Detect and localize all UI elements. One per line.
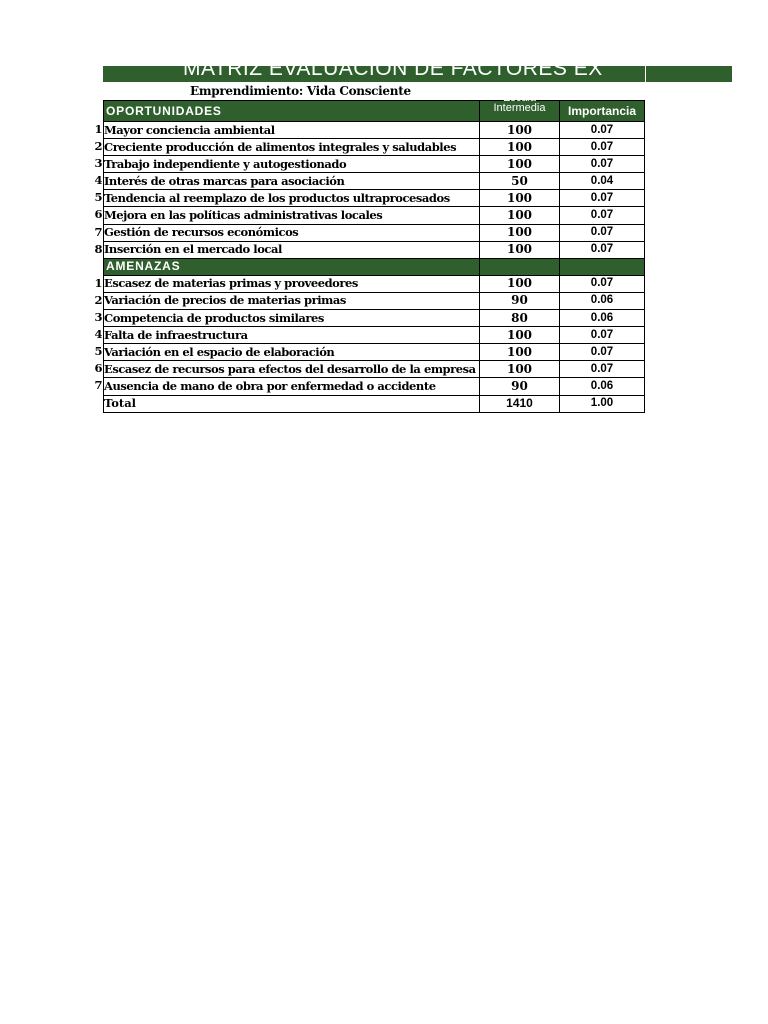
- importancia-value: 0.06: [560, 310, 645, 327]
- importancia-value: 0.07: [560, 139, 645, 156]
- factor-cell: [94, 310, 480, 327]
- factor-cell: [94, 122, 480, 139]
- factor-cell: [94, 344, 480, 361]
- table-row: [104, 327, 645, 344]
- page-subtitle: Emprendimiento: Vida Consciente: [190, 84, 411, 98]
- importancia-value: 0.07: [560, 207, 645, 224]
- table-row: [104, 241, 645, 258]
- factor-text: Mejora en las políticas administrativas locales: [104, 208, 383, 223]
- escala-value: 100: [480, 241, 560, 258]
- importancia-value: 0.07: [560, 241, 645, 258]
- total-importancia: 1.00: [560, 395, 645, 412]
- factor-text: Variación en el espacio de elaboración: [104, 344, 335, 359]
- importancia-value: 0.07: [560, 190, 645, 207]
- escala-value: 100: [480, 156, 560, 173]
- table-row: [104, 292, 645, 309]
- importancia-value: 0.06: [560, 378, 645, 395]
- factor-text: Variación de precios de materias primas: [104, 293, 346, 308]
- factor-text: Tendencia al reemplazo de los productos ultraprocesados: [104, 190, 450, 205]
- escala-value: 90: [480, 378, 560, 395]
- factor-cell: [94, 275, 480, 292]
- escala-value: 80: [480, 310, 560, 327]
- oportunidades-header: OPORTUNIDADES: [104, 101, 480, 122]
- row-number: 5: [94, 190, 102, 205]
- factor-cell: [94, 207, 480, 224]
- factor-cell: [94, 173, 480, 190]
- total-escala: 1410: [480, 395, 560, 412]
- table-row: [104, 310, 645, 327]
- amenazas-header-blank: [480, 258, 560, 275]
- escala-value: 100: [480, 122, 560, 139]
- factor-cell: [94, 292, 480, 309]
- table-row: [104, 275, 645, 292]
- table-row: [104, 207, 645, 224]
- table-row: [104, 122, 645, 139]
- title-bar: [103, 57, 732, 82]
- escala-value: 100: [480, 190, 560, 207]
- factor-cell: [94, 378, 480, 395]
- factor-text: Falta de infraestructura: [104, 327, 248, 342]
- factor-cell: [94, 156, 480, 173]
- row-number: 3: [94, 310, 102, 325]
- factor-cell: [94, 224, 480, 241]
- row-number: 4: [94, 173, 102, 188]
- row-number: 8: [94, 241, 102, 256]
- row-number: 6: [94, 361, 102, 376]
- factor-cell: [94, 241, 480, 258]
- row-number: 4: [94, 327, 102, 342]
- importancia-value: 0.07: [560, 224, 645, 241]
- importancia-value: 0.07: [560, 361, 645, 378]
- row-number: 5: [94, 344, 102, 359]
- escala-value: 100: [480, 361, 560, 378]
- table-row: [104, 190, 645, 207]
- amenazas-header-row: [104, 258, 645, 275]
- row-number: 7: [94, 378, 102, 393]
- factor-text: Gestión de recursos económicos: [104, 225, 299, 240]
- table-row: [104, 139, 645, 156]
- importancia-value: 0.07: [560, 122, 645, 139]
- page-title: MATRIZ EVALUACIÓN DE FACTORES EX: [183, 57, 603, 80]
- factor-text: Mayor conciencia ambiental: [104, 122, 275, 137]
- header-row: [104, 101, 645, 122]
- escala-header-line2: Intermedia: [493, 102, 546, 114]
- table-row: [104, 224, 645, 241]
- table-row: [104, 361, 645, 378]
- factor-text: Escasez de materias primas y proveedores: [104, 276, 358, 291]
- escala-value: 100: [480, 207, 560, 224]
- factor-text: Trabajo independiente y autogestionado: [104, 156, 347, 171]
- factor-cell: [94, 139, 480, 156]
- row-number: 2: [94, 139, 102, 154]
- escala-header-line1: Escala: [502, 92, 537, 104]
- importancia-value: 0.06: [560, 292, 645, 309]
- factor-text: Creciente producción de alimentos integrales y saludables: [104, 139, 457, 154]
- row-number: 7: [94, 224, 102, 239]
- total-label: Total: [104, 395, 480, 412]
- row-number: 3: [94, 156, 102, 171]
- factor-text: Interés de otras marcas para asociación: [104, 173, 345, 188]
- importancia-value: 0.04: [560, 173, 645, 190]
- escala-header: [480, 92, 560, 122]
- factor-text: Competencia de productos similares: [104, 310, 324, 325]
- importancia-value: 0.07: [560, 275, 645, 292]
- escala-value: 50: [480, 173, 560, 190]
- importancia-value: 0.07: [560, 344, 645, 361]
- factor-text: Ausencia de mano de obra por enfermedad o accidente: [104, 378, 436, 393]
- importancia-value: 0.07: [560, 156, 645, 173]
- escala-value: 100: [480, 344, 560, 361]
- amenazas-header: AMENAZAS: [104, 258, 480, 275]
- title-cell-border: [645, 66, 646, 82]
- row-number: 1: [94, 122, 102, 136]
- amenazas-header-blank: [560, 258, 645, 275]
- escala-value: 90: [480, 292, 560, 309]
- factor-text: Inserción en el mercado local: [104, 242, 282, 257]
- table-row: [104, 173, 645, 190]
- row-number: 6: [94, 207, 102, 222]
- importancia-value: 0.07: [560, 327, 645, 344]
- factor-cell: [94, 190, 480, 207]
- escala-value: 100: [480, 224, 560, 241]
- factor-cell: [94, 327, 480, 344]
- total-row: [104, 395, 645, 412]
- row-number: 2: [94, 292, 102, 307]
- efe-matrix-table: [94, 92, 645, 413]
- table-row: [104, 156, 645, 173]
- table-row: [104, 378, 645, 395]
- row-number: 1: [94, 275, 102, 290]
- escala-value: 100: [480, 275, 560, 292]
- factor-cell: [94, 361, 480, 378]
- factor-text: Escasez de recursos para efectos del desarrollo de la empresa: [104, 361, 476, 376]
- table-row: [104, 344, 645, 361]
- escala-value: 100: [480, 139, 560, 156]
- importancia-header: Importancia: [560, 101, 645, 122]
- escala-value: 100: [480, 327, 560, 344]
